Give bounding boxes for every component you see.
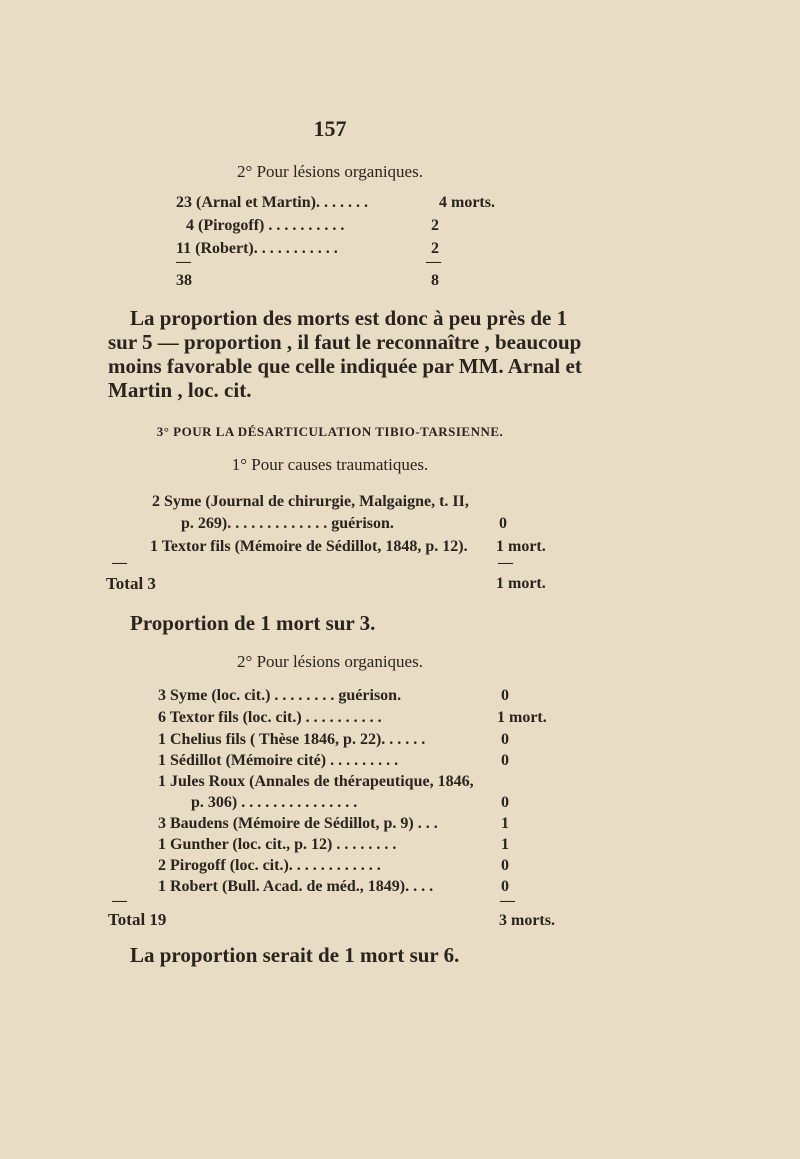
table-row-result: 0	[499, 515, 507, 532]
total-left: 38	[176, 272, 192, 289]
section-heading-tibio-tarsienne: 3° POUR LA DÉSARTICULATION TIBIO-TARSIENNE.	[156, 424, 504, 439]
table-row-result: 2	[431, 217, 439, 234]
paragraph-line: sur 5 — proportion , il faut le reconnaître , beaucoup	[108, 330, 582, 354]
table-row: 1 Gunther (loc. cit., p. 12) . . . . . . . .	[158, 836, 397, 853]
table-row-result: 4 morts.	[439, 194, 495, 211]
table-row-result: 0	[501, 687, 509, 704]
table-row: 2 Syme (Journal de chirurgie, Malgaigne, t. II,	[152, 493, 469, 510]
paragraph-line: Martin , loc. cit.	[108, 378, 252, 402]
table-row-result: 0	[501, 794, 509, 811]
table-row: 11 (Robert). . . . . . . . . . .	[176, 240, 338, 257]
table-row: 6 Textor fils (loc. cit.) . . . . . . . . . .	[158, 709, 382, 726]
total-right: 1 mort.	[496, 575, 546, 592]
table-row: 3 Baudens (Mémoire de Sédillot, p. 9) . . .	[158, 815, 438, 832]
sum-line: —	[176, 254, 191, 270]
total-left: Total 3	[106, 574, 156, 593]
page-number: 157	[313, 116, 347, 141]
table-row: 1 Jules Roux (Annales de thérapeutique, 1846,	[158, 773, 474, 790]
table-row: 2 Pirogoff (loc. cit.). . . . . . . . . . . .	[158, 857, 381, 874]
table-row: 4 (Pirogoff) . . . . . . . . . .	[186, 217, 345, 234]
table-row-result: 1 mort.	[496, 538, 546, 555]
table-row-result: 1 mort.	[497, 709, 547, 726]
conclusion-line: La proportion serait de 1 mort sur 6.	[130, 943, 460, 967]
table-row-result: 0	[501, 731, 509, 748]
section-heading-lesions-organiques: 2° Pour lésions organiques.	[237, 652, 423, 671]
table-row: 3 Syme (loc. cit.) . . . . . . . . guérison.	[158, 687, 402, 704]
table-row-result: 0	[501, 857, 509, 874]
table-row: 1 Robert (Bull. Acad. de méd., 1849). . . .	[158, 878, 434, 895]
paragraph-line: moins favorable que celle indiquée par MM. Arnal et	[108, 354, 582, 378]
total-right: 3 morts.	[499, 912, 555, 929]
table-row-result: 1	[501, 836, 509, 853]
table-row: 1 Textor fils (Mémoire de Sédillot, 1848, p. 12).	[150, 538, 468, 555]
table-row-result: 0	[501, 878, 509, 895]
sum-line: —	[426, 254, 441, 270]
sub-heading-causes-traumatiques: 1° Pour causes traumatiques.	[231, 455, 429, 474]
sum-line: —	[112, 893, 127, 909]
table-row: p. 269). . . . . . . . . . . . . guérison.	[181, 515, 394, 532]
sum-line: —	[112, 555, 127, 571]
table-row: 1 Sédillot (Mémoire cité) . . . . . . . . .	[158, 752, 399, 769]
total-right: 8	[431, 272, 439, 289]
total-left: Total 19	[108, 910, 167, 929]
table-row-result: 1	[501, 815, 509, 832]
table-row-result: 0	[501, 752, 509, 769]
conclusion-line: Proportion de 1 mort sur 3.	[130, 611, 376, 635]
sum-line: —	[500, 893, 515, 909]
paragraph-line: La proportion des morts est donc à peu près de 1	[130, 306, 568, 330]
section-heading-lesions-organiques: 2° Pour lésions organiques.	[237, 162, 423, 181]
sum-line: —	[498, 555, 513, 571]
table-row: p. 306) . . . . . . . . . . . . . . .	[191, 794, 358, 811]
table-row-result: 2	[431, 240, 439, 257]
table-row: 23 (Arnal et Martin). . . . . . .	[176, 194, 368, 211]
table-row: 1 Chelius fils ( Thèse 1846, p. 22). . . . . .	[158, 731, 426, 748]
